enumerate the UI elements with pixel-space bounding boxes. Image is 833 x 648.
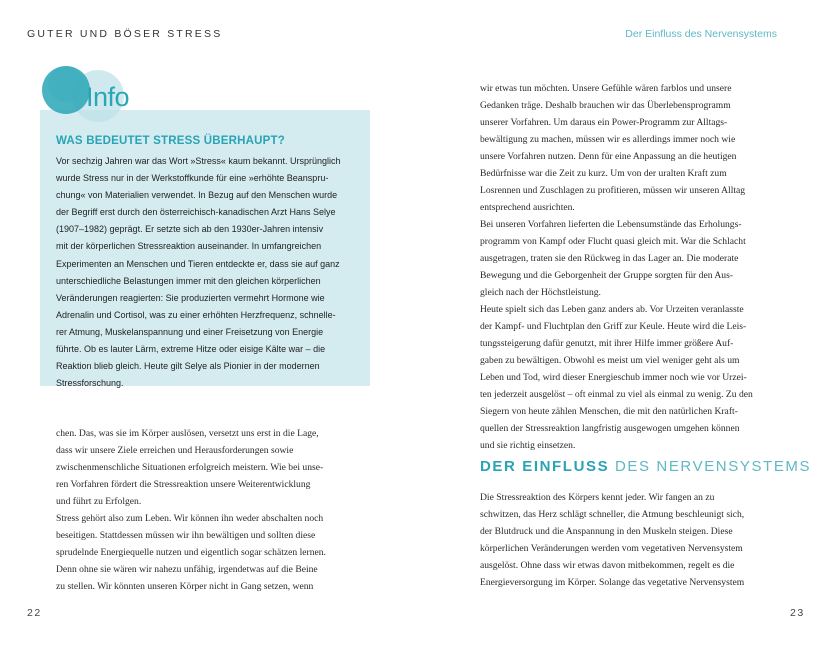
info-text-line: mit der körperlichen Stressreaktion auseinander. In umfangreichen <box>56 241 322 252</box>
info-text-line: (1907–1982) geprägt. Er setzte sich ab den 1930er-Jahren intensiv <box>56 224 324 235</box>
info-text <box>56 153 366 392</box>
body-line: Bedürfnisse war die Zeit zu kurz. Um von der uralten Kraft zum <box>480 168 727 179</box>
body-line: Bei unseren Vorfahren lieferten die Lebensumstände das Erholungs- <box>480 219 742 230</box>
body-line: und sie richtig einsetzen. <box>480 440 576 451</box>
body-line: und führt zu Erfolgen. <box>56 496 142 507</box>
right-page-body-top <box>480 80 780 454</box>
body-line: Bewegung und die Geborgenheit der Gruppe sorgten für den Aus- <box>480 270 734 281</box>
body-line: unserer Vorfahren. Um daraus ein Power-Programm zur Alltags- <box>480 117 728 128</box>
info-text-line: Stressforschung. <box>56 378 124 389</box>
body-line: Leben und Tod, wird dieser Energieschub immer noch wie vor Urzei- <box>480 372 747 383</box>
body-line: ausgetragen, traten sie den Rückweg in das Lager an. Die moderate <box>480 253 739 264</box>
body-line: wir etwas tun möchten. Unsere Gefühle wären farblos und unsere <box>480 83 732 94</box>
section-heading-light: DES NERVENSYSTEMS <box>609 458 812 475</box>
running-header-right: Der Einfluss des Nervensystems <box>625 28 777 40</box>
body-line: gleich nach der Höchstleistung. <box>480 287 601 298</box>
info-text-line: Experimenten an Menschen und Tieren entdeckte er, dass sie auf ganz <box>56 258 340 269</box>
body-line: programm von Kampf oder Flucht quasi gleich mit. War die Schlacht <box>480 236 746 247</box>
info-text-line: Vor sechzig Jahren war das Wort »Stress« kaum bekannt. Ursprünglich <box>56 156 341 166</box>
info-text-line: wurde Stress nur in der Werkstoffkunde für eine »erhöhte Beanspru- <box>56 173 329 184</box>
body-line: schwitzen, das Herz schlägt schneller, die Atmung beschleunigt sich, <box>480 509 745 520</box>
info-text-line: Reaktion blieb gleich. Heute gilt Selye als Pionier in der modernen <box>56 361 320 372</box>
body-line: zwischenmenschliche Situationen erfolgreich meistern. Wie bei unse- <box>56 462 324 473</box>
left-page-body <box>56 425 356 595</box>
info-text-line: chung« von Materialien verwendet. In Bezug auf den Menschen wurde <box>56 190 338 201</box>
page-number-right: 23 <box>790 607 805 619</box>
body-line: Siegern von heute zählen Menschen, die mit den natürlichen Kraft- <box>480 406 738 417</box>
body-line: bewältigung zu machen, müssen wir es allerdings immer noch wie <box>480 134 736 145</box>
info-title: Info <box>86 82 130 112</box>
body-line: quellen der Stressreaktion langfristig ausgewogen umgehen können <box>480 423 740 434</box>
body-line: Gedanken träge. Deshalb brauchen wir das Überlebensprogramm <box>480 100 731 111</box>
body-line: zu stellen. Wir könnten unseren Körper nicht in Gang setzen, wenn <box>56 581 314 592</box>
body-line: gaben zu bewältigen. Obwohl es meist um viel weniger geht als um <box>480 355 740 366</box>
body-line: ausgelöst. Ohne dass wir etwas davon mitbekommen, regelt es die <box>480 560 735 571</box>
right-page-body-bottom <box>480 489 780 591</box>
info-text-line: der Begriff erst durch den österreichisch-kanadischen Arzt Hans Selye <box>56 207 336 218</box>
body-line: tungssteigerung dafür genutzt, mit ihrer Hilfe immer größere Auf- <box>480 338 734 349</box>
body-line: chen. Das, was sie im Körper auslösen, versetzt uns erst in die Lage, <box>56 428 319 439</box>
running-header-left: GUTER UND BÖSER STRESS <box>27 28 223 40</box>
body-line: Die Stressreaktion des Körpers kennt jeder. Wir fangen an zu <box>480 492 715 503</box>
info-text-line: führte. Ob es lauter Lärm, extreme Hitze oder eisige Kälte war – die <box>56 344 326 355</box>
page-number-left: 22 <box>27 607 42 619</box>
body-line: unsere Vorfahren nutzen. Denn für eine Anpassung an die heutigen <box>480 151 737 162</box>
body-line: körperlichen Veränderungen werden vom vegetativen Nervensystem <box>480 543 743 554</box>
body-line: Heute spielt sich das Leben ganz anders ab. Vor Urzeiten veranlasste <box>480 304 744 315</box>
section-heading <box>480 458 811 475</box>
body-line: der Kampf- und Fluchtplan den Griff zur Keule. Heute wird die Leis- <box>480 321 747 332</box>
body-line: der Blutdruck und die Anspannung in den Muskeln steigen. Diese <box>480 526 733 537</box>
body-line: sprudelnde Energiequelle nutzen und eigentlich sogar schätzen lernen. <box>56 547 326 558</box>
bubble-accent-icon <box>42 66 90 114</box>
section-heading-strong: DER EINFLUSS <box>480 458 610 475</box>
body-line: entsprechend ausrichten. <box>480 202 575 213</box>
body-line: ten jederzeit ausgelöst – oft einmal zu viel als einmal zu wenig. Zu den <box>480 389 753 400</box>
body-line: dass wir unsere Ziele erreichen und Herausforderungen sowie <box>56 445 294 456</box>
body-line: beseitigen. Stattdessen müssen wir ihn bewältigen und sollten diese <box>56 530 316 541</box>
body-line: Energieversorgung im Körper. Solange das vegetative Nervensystem <box>480 577 745 588</box>
info-heading: WAS BEDEUTET STRESS ÜBERHAUPT? <box>56 135 285 147</box>
body-line: ren Vorfahren fördert die Stressreaktion unsere Weiterentwicklung <box>56 479 311 490</box>
info-text-line: unterschiedliche Belastungen immer mit den gleichen körperlichen <box>56 275 321 286</box>
info-text-line: Veränderungen reagierten: Sie produzierten vermehrt Hormone wie <box>56 292 325 303</box>
info-text-line: rer Atmung, Muskelanspannung und einer Freisetzung von Energie <box>56 326 324 337</box>
body-line: Stress gehört also zum Leben. Wir können ihn weder abschalten noch <box>56 513 324 524</box>
body-line: Denn ohne sie wären wir nahezu unfähig, irgendetwas auf die Beine <box>56 564 318 575</box>
info-text-line: Adrenalin und Cortisol, was zu einer erhöhten Herzfrequenz, schnelle- <box>56 309 336 320</box>
body-line: Losrennen und Zuschlagen zu profitieren, müssen wir unseren Alltag <box>480 185 746 196</box>
